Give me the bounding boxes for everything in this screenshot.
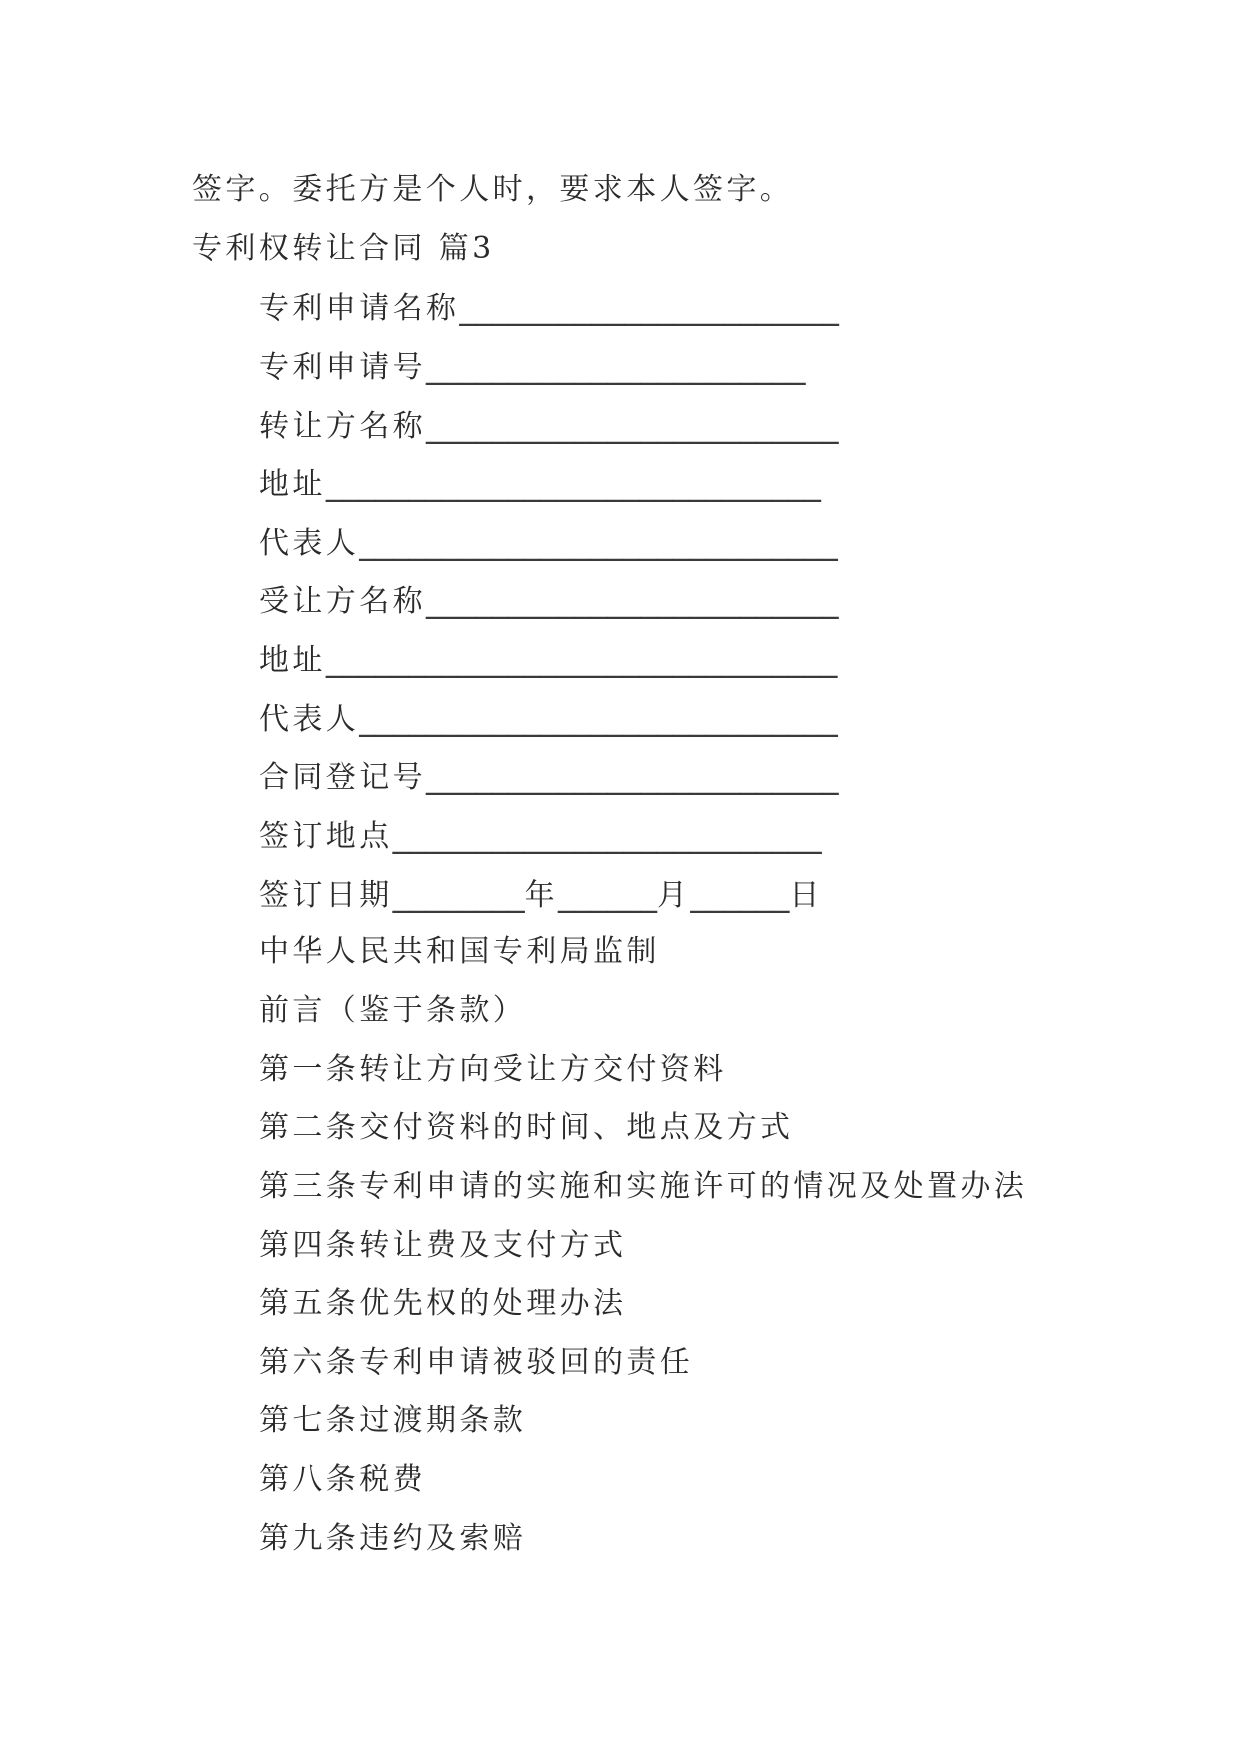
article-item: 第六条专利申请被驳回的责任 bbox=[259, 1344, 694, 1380]
article-item: 第八条税费 bbox=[259, 1462, 426, 1498]
fill-blank: _______________________ bbox=[459, 287, 839, 327]
month-label: 月 bbox=[657, 877, 691, 913]
field-label: 合同登记号 bbox=[259, 760, 426, 796]
article-item: 第二条交付资料的时间、地点及方式 bbox=[259, 1110, 794, 1146]
field-signing-place bbox=[0, 806, 1241, 865]
fill-blank: _______________________ bbox=[426, 345, 806, 385]
article-item: 第七条过渡期条款 bbox=[259, 1403, 527, 1439]
fill-blank: _____________________________ bbox=[359, 697, 838, 737]
field-label: 专利申请号 bbox=[259, 349, 426, 385]
field-transferee-name bbox=[0, 571, 1241, 630]
article-item: 第五条优先权的处理办法 bbox=[259, 1286, 627, 1322]
field-label: 签订日期 bbox=[259, 877, 393, 913]
fill-blank: __________________________ bbox=[392, 815, 822, 855]
field-transferee-representative bbox=[0, 689, 1241, 748]
preface-line: 前言（鉴于条款） bbox=[259, 992, 527, 1028]
year-label: 年 bbox=[524, 877, 559, 913]
field-signing-date bbox=[0, 865, 1241, 924]
article-item: 第九条违约及索赔 bbox=[259, 1520, 527, 1556]
document-heading: 专利权转让合同 篇3 bbox=[192, 230, 495, 266]
article-item: 第三条专利申请的实施和实施许可的情况及处置办法 bbox=[259, 1168, 1028, 1204]
fill-blank: _________________________ bbox=[426, 756, 839, 796]
day-label: 日 bbox=[789, 877, 823, 913]
fill-blank: _________________________ bbox=[426, 404, 839, 444]
field-label: 转让方名称 bbox=[259, 408, 426, 444]
field-label: 签订地点 bbox=[259, 819, 393, 855]
intro-line: 签字。委托方是个人时，要求本人签字。 bbox=[192, 172, 794, 207]
field-transferor-representative bbox=[0, 513, 1241, 572]
fill-blank: _______________________________ bbox=[325, 639, 838, 679]
field-label: 受让方名称 bbox=[259, 584, 426, 620]
field-patent-application-name bbox=[0, 278, 1241, 337]
field-label: 地址 bbox=[259, 467, 326, 503]
field-label: 地址 bbox=[259, 643, 326, 679]
field-patent-application-number bbox=[0, 337, 1241, 396]
month-blank: ______ bbox=[558, 873, 658, 913]
article-item: 第一条转让方向受让方交付资料 bbox=[259, 1051, 727, 1087]
field-contract-registration-number bbox=[0, 747, 1241, 806]
field-label: 代表人 bbox=[259, 701, 360, 737]
document-page bbox=[0, 161, 1241, 1568]
fill-blank: ______________________________ bbox=[325, 463, 821, 503]
field-transferee-address bbox=[0, 630, 1241, 689]
year-blank: ________ bbox=[392, 873, 525, 913]
field-transferor-name bbox=[0, 396, 1241, 455]
field-label: 专利申请名称 bbox=[259, 291, 460, 327]
supervisor-line: 中华人民共和国专利局监制 bbox=[259, 934, 660, 970]
fill-blank: _________________________ bbox=[426, 580, 839, 620]
day-blank: ______ bbox=[690, 873, 790, 913]
field-label: 代表人 bbox=[259, 525, 360, 561]
article-item: 第四条转让费及支付方式 bbox=[259, 1227, 627, 1263]
fill-blank: _____________________________ bbox=[359, 521, 838, 561]
field-transferor-address bbox=[0, 454, 1241, 513]
